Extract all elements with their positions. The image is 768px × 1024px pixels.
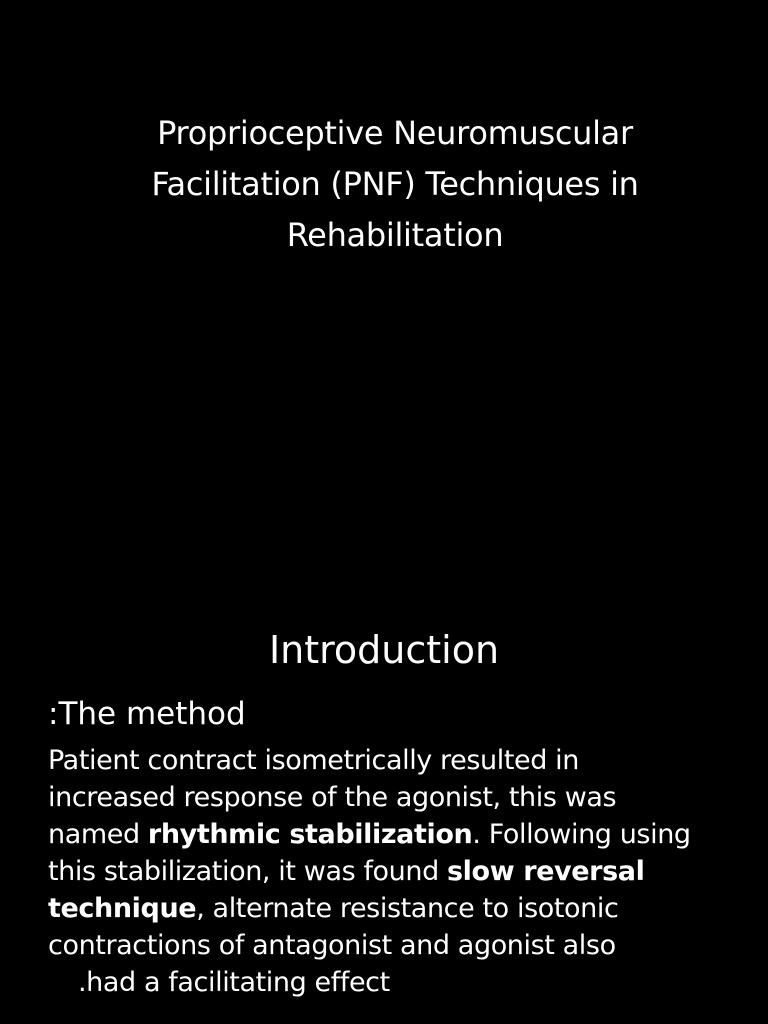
body-line: Patient contract isometrically resulted in [48, 745, 579, 776]
body-text: . Following using [472, 819, 691, 850]
body-text: this stabilization, it was found [48, 856, 448, 887]
body-line [48, 816, 728, 853]
body-line: .had a facilitating effect [78, 967, 390, 998]
body-line: contractions of antagonist and agonist also [48, 930, 616, 961]
body-line [48, 890, 728, 927]
method-label: :The method [48, 696, 246, 732]
bold-term-slow-reversal: slow reversal [447, 856, 645, 887]
body-text: named [48, 819, 148, 850]
body-line: increased response of the agonist, this was [48, 782, 617, 813]
body-line [48, 853, 728, 890]
body-text: , alternate resistance to isotonic [196, 893, 619, 924]
title-line: Proprioceptive Neuromuscular [157, 114, 633, 152]
slide-title [90, 108, 700, 261]
bold-term-technique: technique [48, 893, 197, 924]
section-heading: Introduction [268, 628, 500, 672]
body-paragraph [48, 742, 728, 1001]
title-line: Facilitation (PNF) Techniques in [151, 165, 639, 203]
title-line: Rehabilitation [286, 216, 504, 254]
bold-term-rhythmic-stabilization: rhythmic stabilization [147, 819, 473, 850]
